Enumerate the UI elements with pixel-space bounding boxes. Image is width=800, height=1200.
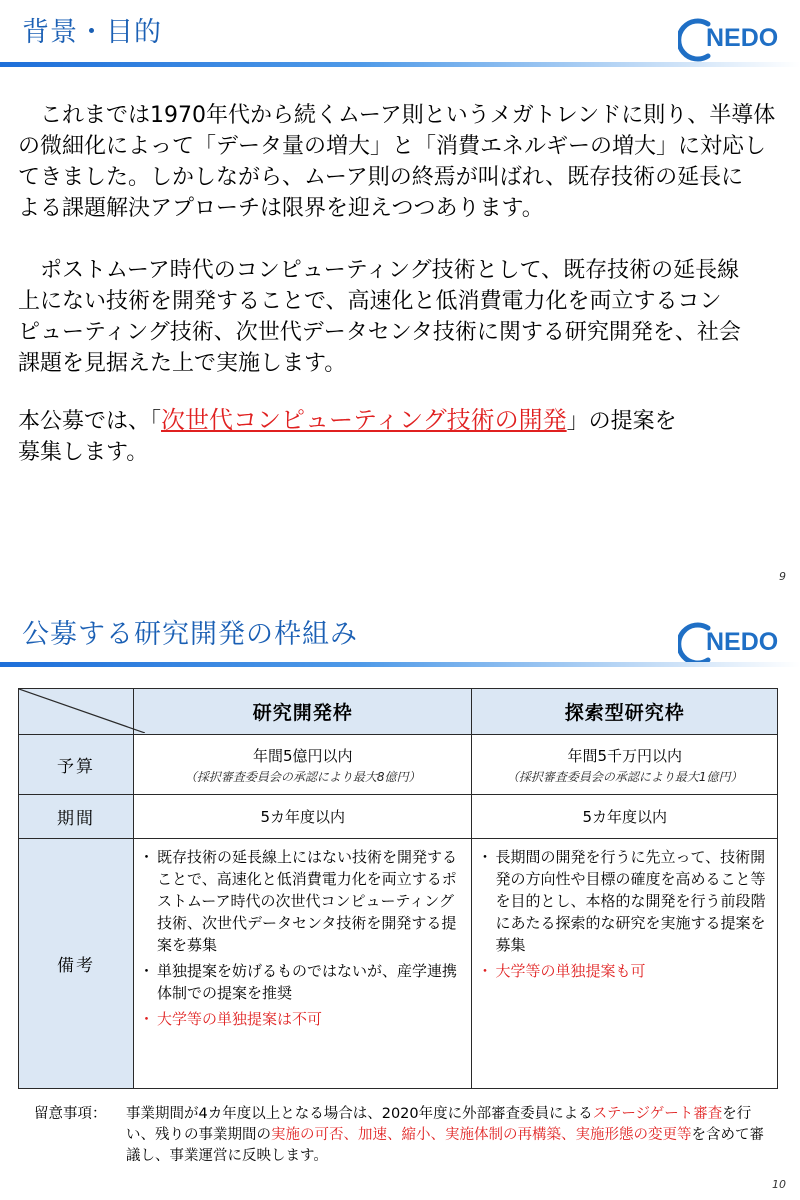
highlight-program-name: 次世代コンピューティング技術の開発 bbox=[161, 406, 567, 434]
text-line: ピューティング技術、次世代データセンタ技術に関する研究開発を、社会 bbox=[18, 320, 741, 345]
paragraph-call bbox=[18, 405, 788, 468]
text-fragment: を行い、残りの事業期間の bbox=[126, 1106, 752, 1143]
page-number: 10 bbox=[772, 1178, 786, 1191]
text-line: ポストムーア時代のコンピューティング技術として、既存技術の延長線 bbox=[18, 258, 740, 283]
remarks-list-rd bbox=[135, 840, 470, 1040]
list-item: ・ 長期間の開発を行うに先立って、技術開発の方向性や目標の確度を高めること等を目的とし、本格的な開発を行う前段階にあたる探索的な研究を実施する提案を募集 bbox=[479, 846, 768, 956]
logo-text: NEDO bbox=[706, 628, 779, 656]
table-row-period bbox=[19, 795, 778, 839]
column-header-exploratory: 探索型研究枠 bbox=[472, 689, 778, 735]
cell-remarks-exploratory bbox=[472, 839, 778, 1089]
column-header-rd: 研究開発枠 bbox=[134, 689, 472, 735]
budget-value: 年間5億円以内 bbox=[252, 746, 353, 765]
table-row-remarks bbox=[19, 839, 778, 1089]
budget-note: （採択審査委員会の承認により最大1億円） bbox=[506, 769, 743, 784]
cell-period-rd: 5カ年度以内 bbox=[134, 795, 472, 839]
cell-period-exploratory: 5カ年度以内 bbox=[472, 795, 778, 839]
highlight-review-items: 実施の可否、加速、縮小、実施体制の再構築、実施形態の変更等 bbox=[271, 1127, 692, 1143]
table-header-row bbox=[19, 689, 778, 735]
slide-framework bbox=[0, 600, 800, 1200]
text-line: 募集します。 bbox=[18, 440, 149, 465]
table-row-budget bbox=[19, 735, 778, 795]
list-item-warning: ・ 大学等の単独提案は不可 bbox=[141, 1008, 462, 1030]
nedo-logo bbox=[678, 622, 790, 666]
text-line: 課題を見据えた上で実施します。 bbox=[18, 351, 347, 376]
text-line: これまでは1970年代から続くムーア則というメガトレンドに則り、半導体 bbox=[18, 103, 776, 128]
list-item: ・ 単独提案を妨げるものではないが、産学連携体制での提案を推奨 bbox=[141, 960, 462, 1004]
cell-budget-rd bbox=[134, 735, 472, 795]
text-line: 上にない技術を開発することで、高速化と低消費電力化を両立するコン bbox=[18, 289, 722, 314]
framework-table bbox=[18, 688, 778, 1089]
text-fragment: 本公募では、「 bbox=[18, 409, 162, 434]
text-line: よる課題解決アプローチは限界を迎えつつあります。 bbox=[18, 196, 544, 221]
title-underline bbox=[0, 62, 800, 67]
paragraph-purpose bbox=[18, 255, 788, 379]
slide-title: 公募する研究開発の枠組み bbox=[22, 619, 358, 650]
title-underline bbox=[0, 662, 800, 667]
cell-budget-exploratory bbox=[472, 735, 778, 795]
highlight-stage-gate: ステージゲート審査 bbox=[592, 1106, 723, 1122]
notice-text bbox=[126, 1104, 766, 1167]
list-item: ・ 既存技術の延長線上にはない技術を開発することで、高速化と低消費電力化を両立するポストムーア時代の次世代コンピューティング技術、次世代データセンタ技術を開発する提案を募集 bbox=[141, 846, 462, 956]
text-fragment: 事業期間が4カ年度以上となる場合は、2020年度に外部審査委員による bbox=[126, 1106, 593, 1122]
budget-note: （採択審査委員会の承認により最大8億円） bbox=[184, 769, 421, 784]
list-item-warning: ・ 大学等の単独提案も可 bbox=[479, 960, 768, 982]
nedo-logo bbox=[678, 18, 790, 62]
budget-value: 年間5千万円以内 bbox=[567, 746, 682, 765]
slide-background-purpose bbox=[0, 0, 800, 590]
corner-cell bbox=[19, 689, 134, 735]
diagonal-line bbox=[19, 689, 145, 733]
text-fragment: を含めて審議し、事業運営に反映します。 bbox=[126, 1127, 764, 1164]
row-label-remarks: 備考 bbox=[19, 839, 134, 1089]
text-line bbox=[18, 405, 788, 437]
logo-text: NEDO bbox=[706, 24, 779, 52]
page-number: 9 bbox=[779, 570, 786, 583]
paragraph-background bbox=[18, 100, 788, 224]
remarks-list-exploratory bbox=[473, 840, 776, 992]
row-label-budget: 予算 bbox=[19, 735, 134, 795]
text-line: てきました。しかしながら、ムーア則の終焉が叫ばれ、既存技術の延長に bbox=[18, 165, 744, 190]
text-line: の微細化によって「データ量の増大」と「消費エネルギーの増大」に対応し bbox=[18, 134, 767, 159]
row-label-period: 期間 bbox=[19, 795, 134, 839]
notice-label: 留意事項： bbox=[34, 1106, 107, 1122]
cell-remarks-rd bbox=[134, 839, 472, 1089]
slide-title: 背景・目的 bbox=[22, 17, 162, 48]
text-fragment: 」の提案を bbox=[566, 409, 677, 434]
